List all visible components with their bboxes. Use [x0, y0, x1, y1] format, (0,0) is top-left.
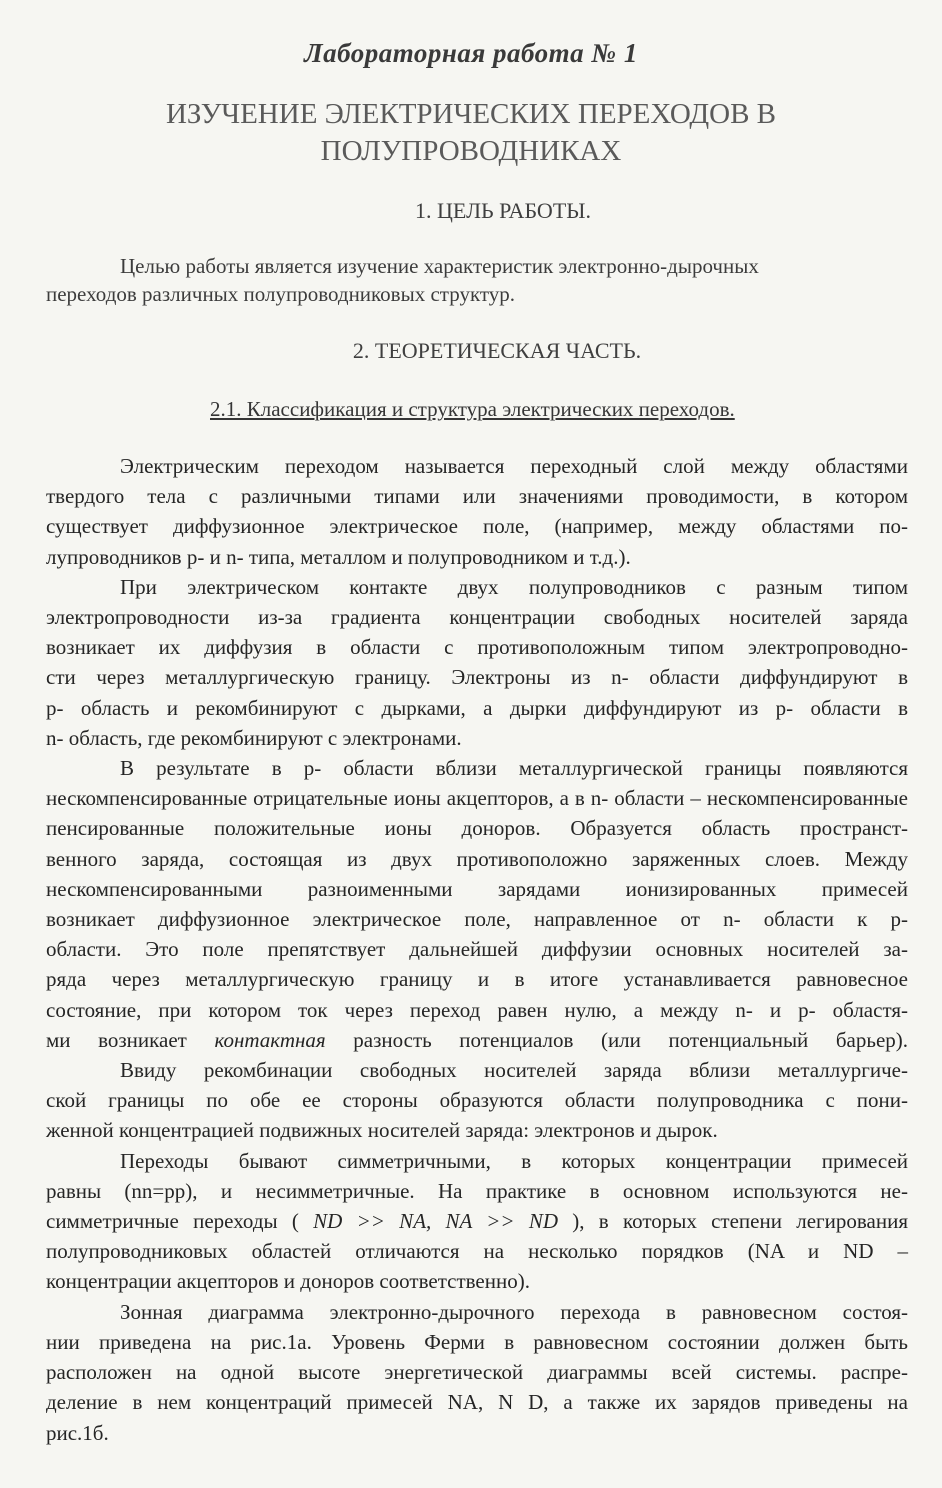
body-fragment: симметричные переходы ( [46, 1209, 299, 1234]
section-1-heading: 1. ЦЕЛЬ РАБОТЫ. [415, 198, 591, 223]
goal-paragraph [46, 252, 882, 308]
body-line: пенсированные положительные ионы доноров. Образуется область пространст- [46, 816, 908, 841]
lab-title: Лабораторная работа № 1 [304, 38, 638, 68]
body-line: венного заряда, состоящая из двух противоположно заряженных слоев. Между [46, 846, 908, 871]
main-title [0, 96, 942, 170]
body-line: деление в нем концентраций примесей NA, N D, а также их зарядов приведены на [46, 1390, 908, 1415]
body-line: расположен на одной высоте энергетической диаграммы всей системы. распре- [46, 1360, 908, 1385]
body-line: При электрическом контакте двух полупроводников с разным типом [120, 574, 908, 599]
body-line: концентрации акцепторов и доноров соответственно). [46, 1269, 530, 1294]
body-line: лупроводников p- и n- типа, металлом и полупроводником и т.д.). [46, 544, 631, 569]
body-fragment: ми возникает [46, 1027, 187, 1052]
body-line: Зонная диаграмма электронно-дырочного перехода в равновесном состоя- [120, 1299, 908, 1324]
body-line: возникает диффузионное электрическое поле, направленное от n- области к p- [46, 907, 908, 932]
body-line: твердого тела с различными типами или значениями проводимости, в котором [46, 484, 908, 509]
main-title-line-1: ИЗУЧЕНИЕ ЭЛЕКТРИЧЕСКИХ ПЕРЕХОДОВ В [165, 98, 777, 130]
body-line: сти через металлургическую границу. Электроны из n- области диффундируют в [46, 665, 908, 690]
body-line: существует диффузионное электрическое поле, (например, между областями по- [46, 514, 908, 539]
body-fragment: ), в которых степени легирования [572, 1209, 908, 1234]
subsection-heading: 2.1. Классификация и структура электрических переходов. [210, 397, 735, 421]
goal-line-1: Целью работы является изучение характеристик электронно-дырочных [120, 254, 759, 278]
body-line: равны (nn=pp), и несимметричные. На практике в основном используются не- [46, 1178, 908, 1203]
body-line: нескомпенсированные отрицательные ионы акцепторов, а в n- области – нескомпенсированные [46, 786, 908, 811]
section-2-heading: 2. ТЕОРЕТИЧЕСКАЯ ЧАСТЬ. [352, 338, 642, 363]
main-title-line-2: ПОЛУПРОВОДНИКАХ [320, 135, 622, 167]
body-line: женной концентрацией подвижных носителей заряда: электронов и дырок. [46, 1118, 718, 1143]
body-line: n- область, где рекомбинируют с электронами. [46, 725, 462, 750]
body-line: состояние, при котором ток через переход равен нулю, а между n- и p- областя- [46, 997, 908, 1022]
body-line: рис.1б. [46, 1420, 109, 1445]
body-line: Ввиду рекомбинации свободных носителей заряда вблизи металлургиче- [120, 1058, 908, 1083]
body-fragment: разность потенциалов (или потенциальный барьер). [353, 1027, 909, 1052]
body-line-italic [46, 1025, 908, 1055]
body-line: электропроводности из-за градиента концентрации свободных носителей заряда [46, 605, 908, 630]
formula: ND >> NA, NA >> ND [313, 1209, 559, 1234]
italic-term: контактная [214, 1027, 326, 1052]
body-line: p- область и рекомбинируют с дырками, а дырки диффундируют из p- области в [46, 695, 908, 720]
body-line: В результате в p- области вблизи металлургической границы появляются [120, 756, 908, 781]
body-line-formula [46, 1206, 908, 1236]
body-line: Электрическим переходом называется переходный слой между областями [120, 454, 908, 478]
body-line: ской границы по обе ее стороны образуются области полупроводника с пони- [46, 1088, 908, 1113]
body-line: области. Это поле препятствует дальнейшей диффузии основных носителей за- [46, 937, 908, 962]
body-line: Переходы бывают симметричными, в которых концентрации примесей [120, 1148, 908, 1173]
body-line: возникает их диффузия в области с противоположным типом электропроводно- [46, 635, 908, 660]
body-line: полупроводниковых областей отличаются на несколько порядков (NA и ND – [46, 1239, 908, 1264]
body-line: нескомпенсированными разноименными зарядами ионизированных примесей [46, 876, 908, 901]
body-line: ряда через металлургическую границу и в итоге устанавливается равновесное [46, 967, 908, 992]
body-text [46, 451, 908, 1448]
goal-line-2: переходов различных полупроводниковых структур. [46, 282, 516, 306]
body-line: нии приведена на рис.1а. Уровень Ферми в равновесном состоянии должен быть [46, 1329, 908, 1354]
